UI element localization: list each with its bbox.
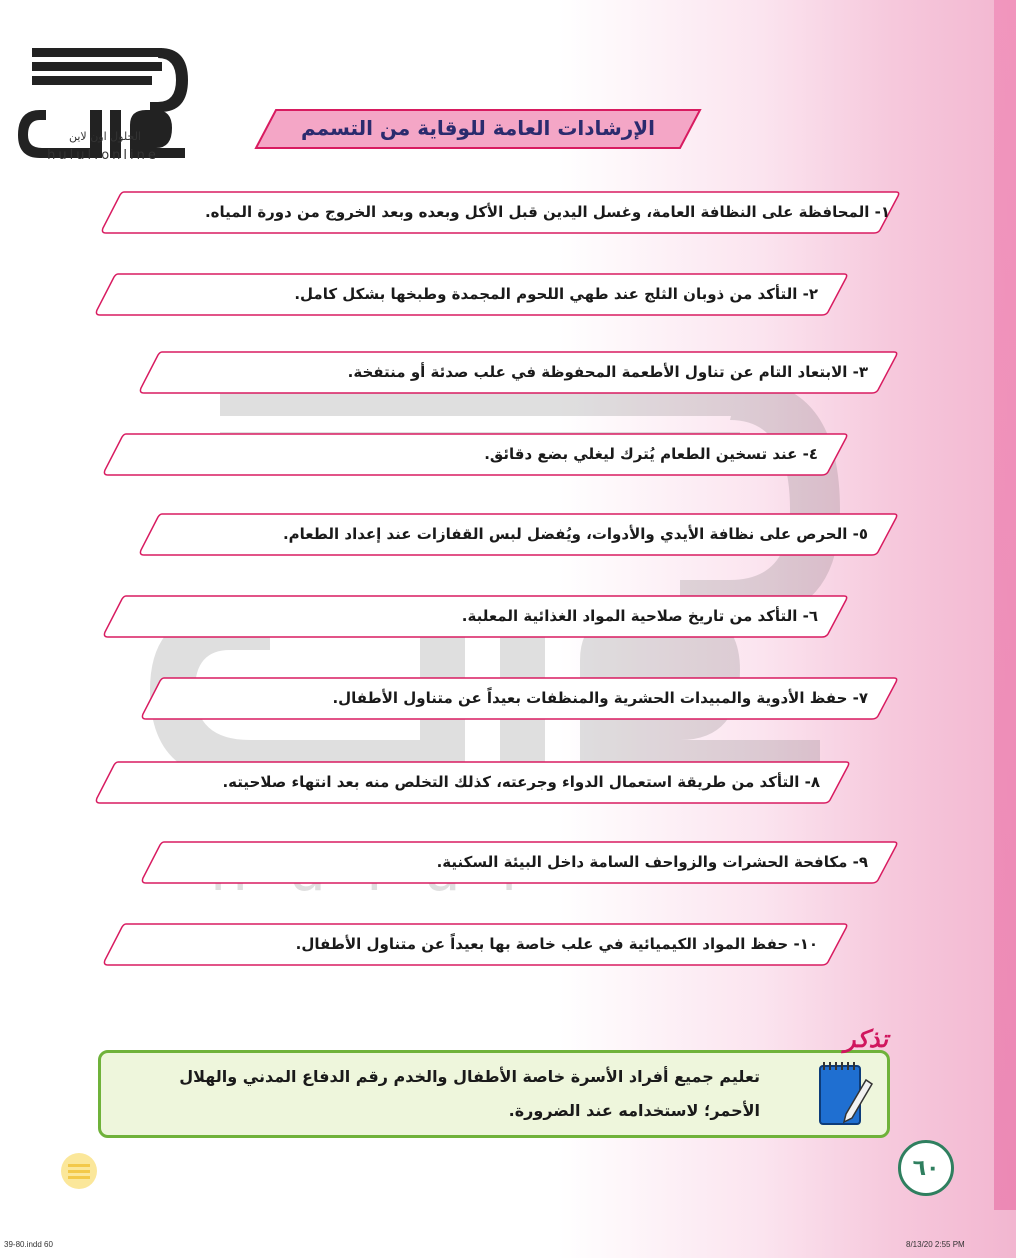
list-item-text: ٥- الحرص على نظافة الأيدي والأدوات، ويُفضل لبس القفازات عند إعداد الطعام. — [282, 525, 868, 543]
notebook-icon — [806, 1058, 876, 1130]
list-item — [102, 594, 848, 638]
title-banner — [248, 104, 708, 152]
remember-line-2: الأحمر؛ لاستخدامه عند الضرورة. — [508, 1101, 760, 1120]
list-item-text: ٦- التأكد من تاريخ صلاحية المواد الغذائية المعلبة. — [461, 607, 818, 625]
remember-text — [120, 1060, 760, 1132]
list-item-text: ٩- مكافحة الحشرات والزواحف السامة داخل البيئة السكنية. — [436, 853, 868, 871]
remember-line-1: تعليم جميع أفراد الأسرة خاصة الأطفال والخدم رقم الدفاع المدني والهلال — [179, 1067, 760, 1086]
list-item-text: ٤- عند تسخين الطعام يُترك ليغلي بضع دقائق. — [484, 445, 818, 463]
list-item — [102, 432, 848, 476]
list-item — [102, 922, 848, 966]
list-item-text: ١٠- حفظ المواد الكيميائية في علب خاصة بها بعيداً عن متناول الأطفال. — [295, 935, 818, 953]
page-number: ٦٠ — [898, 1140, 954, 1196]
list-item-text: ٧- حفظ الأدوية والمبيدات الحشرية والمنظفات بعيداً عن متناول الأطفال. — [332, 689, 868, 707]
list-item — [94, 272, 848, 316]
logo-latin: hulul.online — [47, 148, 159, 163]
footer-file-name: 39-80.indd 60 — [4, 1240, 53, 1249]
footer-timestamp: 8/13/20 2:55 PM — [906, 1240, 965, 1249]
logo-subtitle: الحلول اون لاين — [69, 130, 141, 143]
list-item — [94, 760, 850, 804]
list-item — [138, 350, 898, 394]
list-item — [100, 190, 900, 234]
list-item — [140, 840, 898, 884]
list-item — [138, 512, 898, 556]
list-item-text: ٨- التأكد من طريقة استعمال الدواء وجرعته، كذلك التخلص منه بعد انتهاء صلاحيته. — [222, 773, 820, 791]
list-item-text: ٣- الابتعاد التام عن تناول الأطعمة المحفوظة في علب صدئة أو منتفخة. — [347, 363, 868, 381]
corner-decoration-icon — [58, 1150, 100, 1192]
list-item-text: ٢- التأكد من ذوبان الثلج عند طهي اللحوم المجمدة وطبخها بشكل كامل. — [294, 285, 818, 303]
page-title: الإرشادات العامة للوقاية من التسمم — [301, 116, 655, 140]
right-edge-stripe — [994, 0, 1016, 1210]
list-item-text: ١- المحافظة على النظافة العامة، وغسل اليدين قبل الأكل وبعده وبعد الخروج من دورة المياه. — [204, 203, 890, 221]
list-item — [140, 676, 898, 720]
remember-label: تذكر — [844, 1024, 888, 1053]
